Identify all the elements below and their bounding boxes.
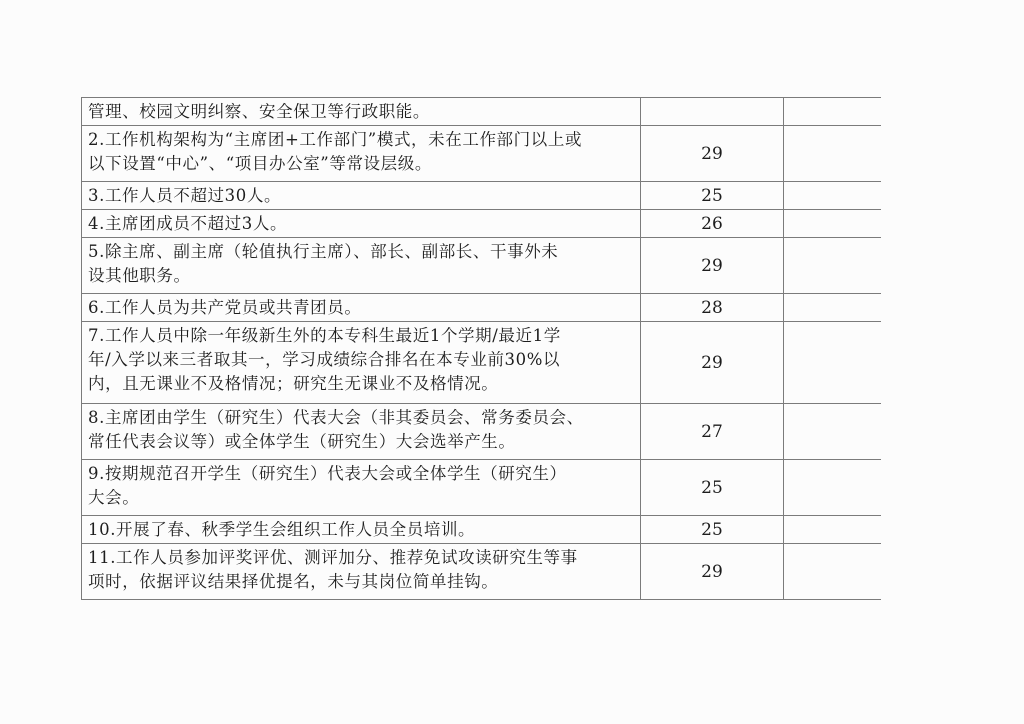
remarks-cell — [784, 322, 881, 403]
criterion-score: 29 — [641, 322, 784, 403]
remarks-cell — [784, 210, 881, 237]
criterion-score: 28 — [641, 294, 784, 321]
remarks-cell — [784, 126, 881, 181]
criterion-text: 6.工作人员为共产党员或共青团员。 — [82, 294, 641, 321]
remarks-cell — [784, 182, 881, 209]
criterion-score: 29 — [641, 544, 784, 599]
table-row — [82, 98, 881, 126]
criterion-score: 25 — [641, 182, 784, 209]
remarks-cell — [784, 238, 881, 293]
criterion-score: 25 — [641, 460, 784, 515]
criterion-score: 25 — [641, 516, 784, 543]
remarks-cell — [784, 98, 881, 125]
table-row — [82, 322, 881, 404]
table-row — [82, 210, 881, 238]
table-row — [82, 460, 881, 516]
criterion-text: 管理、校园文明纠察、安全保卫等行政职能。 — [82, 98, 641, 125]
remarks-cell — [784, 544, 881, 599]
table-row — [82, 238, 881, 294]
criterion-text: 2.工作机构架构为“主席团+工作部门”模式，未在工作部门以上或 以下设置“中心”、“项目办公室”等常设层级。 — [82, 126, 641, 181]
table-row — [82, 404, 881, 460]
table-row — [82, 182, 881, 210]
criteria-table — [81, 97, 881, 600]
criterion-score: 29 — [641, 238, 784, 293]
criterion-text: 10.开展了春、秋季学生会组织工作人员全员培训。 — [82, 516, 641, 543]
criterion-text: 11.工作人员参加评奖评优、测评加分、推荐免试攻读研究生等事 项时，依据评议结果择优提名，未与其岗位简单挂钩。 — [82, 544, 641, 599]
criterion-score: 29 — [641, 126, 784, 181]
table-row — [82, 126, 881, 182]
criterion-score — [641, 98, 784, 125]
criterion-text: 5.除主席、副主席（轮值执行主席）、部长、副部长、干事外未 设其他职务。 — [82, 238, 641, 293]
criterion-text: 7.工作人员中除一年级新生外的本专科生最近1个学期/最近1学 年/入学以来三者取其一，学习成绩综合排名在本专业前30%以 内，且无课业不及格情况；研究生无课业不及格情况。 — [82, 322, 641, 403]
remarks-cell — [784, 404, 881, 459]
criterion-text: 3.工作人员不超过30人。 — [82, 182, 641, 209]
remarks-cell — [784, 294, 881, 321]
criterion-score: 27 — [641, 404, 784, 459]
criterion-text: 9.按期规范召开学生（研究生）代表大会或全体学生（研究生） 大会。 — [82, 460, 641, 515]
table-row — [82, 544, 881, 600]
table-row — [82, 516, 881, 544]
table-row — [82, 294, 881, 322]
criterion-score: 26 — [641, 210, 784, 237]
remarks-cell — [784, 460, 881, 515]
criterion-text: 4.主席团成员不超过3人。 — [82, 210, 641, 237]
remarks-cell — [784, 516, 881, 543]
criterion-text: 8.主席团由学生（研究生）代表大会（非其委员会、常务委员会、 常任代表会议等）或全体学生（研究生）大会选举产生。 — [82, 404, 641, 459]
